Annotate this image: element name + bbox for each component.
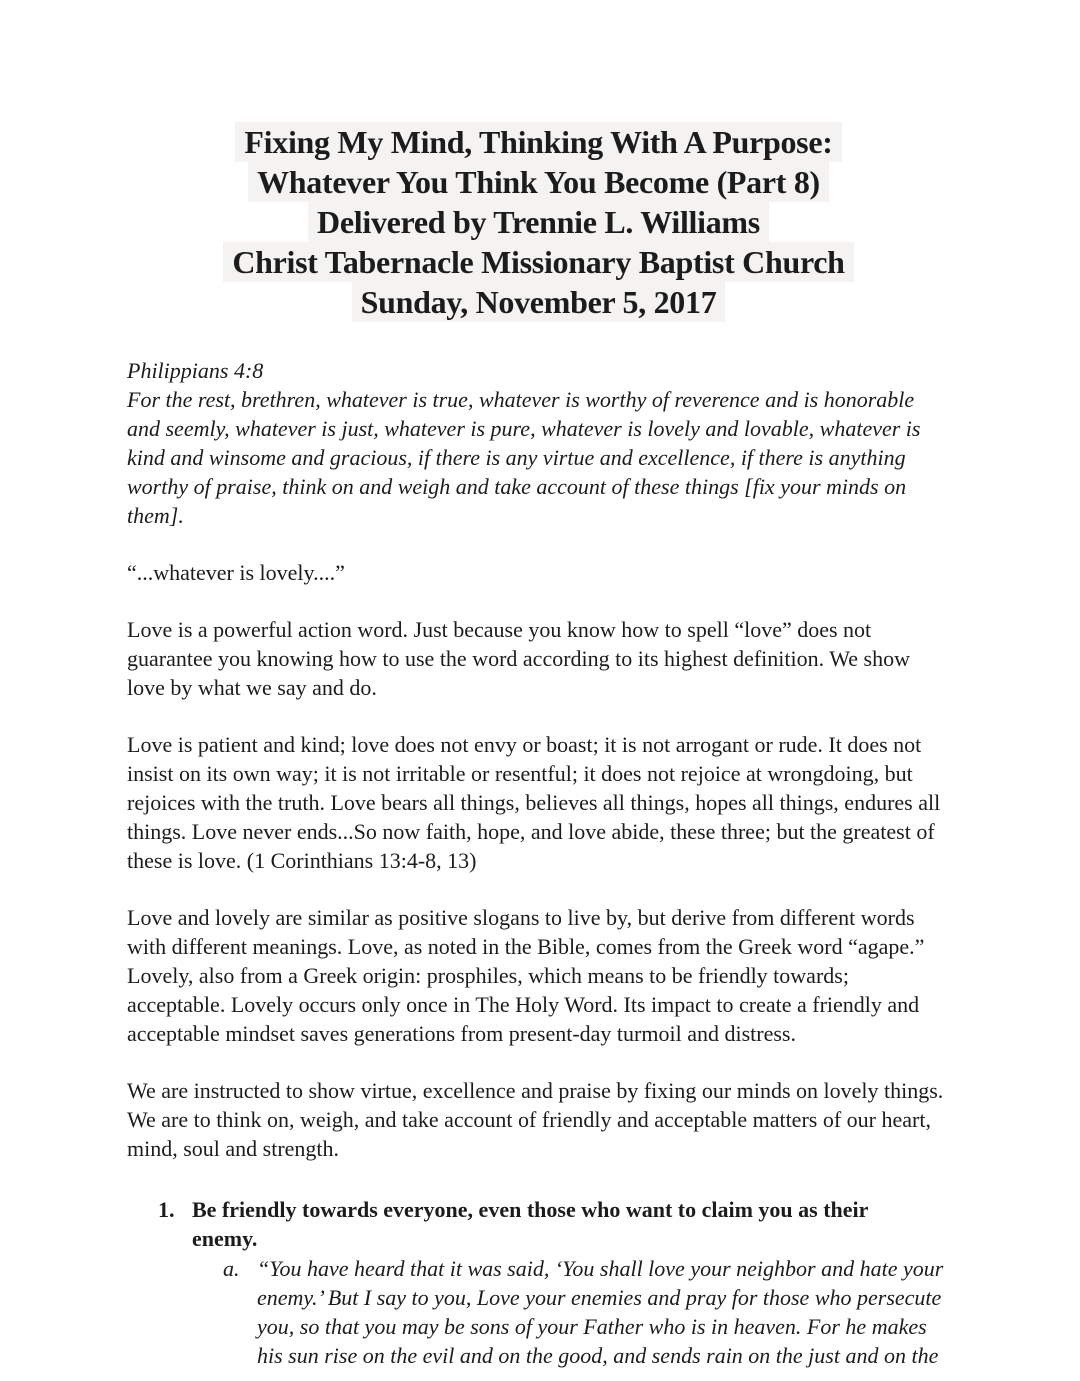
title-line-3-text: Delivered by Trennie L. Williams — [308, 202, 769, 242]
pull-quote: “...whatever is lovely....” — [127, 560, 345, 585]
list-item-1-heading: Be friendly towards everyone, even those who want to claim you as their enemy. — [192, 1197, 869, 1251]
list-item-1a-letter: a. — [223, 1256, 240, 1281]
paragraph-love-is-patient: Love is patient and kind; love does not envy or boast; it is not arrogant or rude. It does not insist on its own way; it is not irritable or resentful; it does not rejoice at wrongdoing, but rejoices with the truth. Love bears all things, believes all things, hopes all things, endures all things. Love never ends...So now faith, hope, and love abide, these three; but the greatest of these is love. (1 Corinthians 13:4-8, 13) — [127, 732, 941, 873]
list-item-1a-text: “You have heard that it was said, ‘You shall love your neighbor and hate your enemy.’ But I say to you, Love your enemies and pray for those who persecute you, so that you may be sons of your Father who is in heaven. For he makes his sun rise on the evil and on the good, and sends rain on the just and on the — [257, 1256, 944, 1368]
scripture-text: For the rest, brethren, whatever is true, whatever is worthy of reverence and is honorable and seemly, whatever is just, whatever is pure, whatever is lovely and lovable, whatever is kind and winsome and gracious, if there is any virtue and excellence, if there is anything worthy of praise, think on and weigh and take account of these things [fix your minds on them]. — [127, 387, 921, 528]
paragraph-we-are-instructed: We are instructed to show virtue, excellence and praise by fixing our minds on lovely things. We are to think on, weigh, and take account of friendly and acceptable matters of our heart, mind, soul and strength. — [127, 1078, 944, 1161]
list-item-1 — [127, 1195, 950, 1253]
title-line-2-text: Whatever You Think You Become (Part 8) — [248, 162, 829, 202]
paragraph-love-action-word: Love is a powerful action word. Just because you know how to spell “love” does not guarantee you knowing how to use the word according to its highest definition. We show love by what we say and do. — [127, 617, 910, 700]
document-title-block — [127, 122, 950, 322]
numbered-list — [127, 1195, 950, 1370]
list-item-1a — [127, 1254, 950, 1370]
list-item-1-number: 1. — [158, 1197, 175, 1222]
title-line-5 — [127, 282, 950, 322]
title-line-1-text: Fixing My Mind, Thinking With A Purpose: — [235, 122, 841, 162]
title-line-5-text: Sunday, November 5, 2017 — [352, 282, 726, 322]
title-line-3 — [127, 202, 950, 242]
title-line-2 — [127, 162, 950, 202]
paragraph-love-and-lovely: Love and lovely are similar as positive slogans to live by, but derive from different words with different meanings. Love, as noted in the Bible, comes from the Greek word “agape.” Lovely, also from a Greek origin: prosphiles, which means to be friendly towards; acceptable. Lovely occurs only once in The Holy Word. Its impact to create a friendly and acceptable mindset saves generations from present-day turmoil and distress. — [127, 905, 925, 1046]
title-line-4-text: Christ Tabernacle Missionary Baptist Church — [223, 242, 853, 282]
title-line-1 — [127, 122, 950, 162]
scripture-block — [127, 356, 950, 530]
scripture-reference: Philippians 4:8 — [127, 358, 264, 383]
title-line-4 — [127, 242, 950, 282]
